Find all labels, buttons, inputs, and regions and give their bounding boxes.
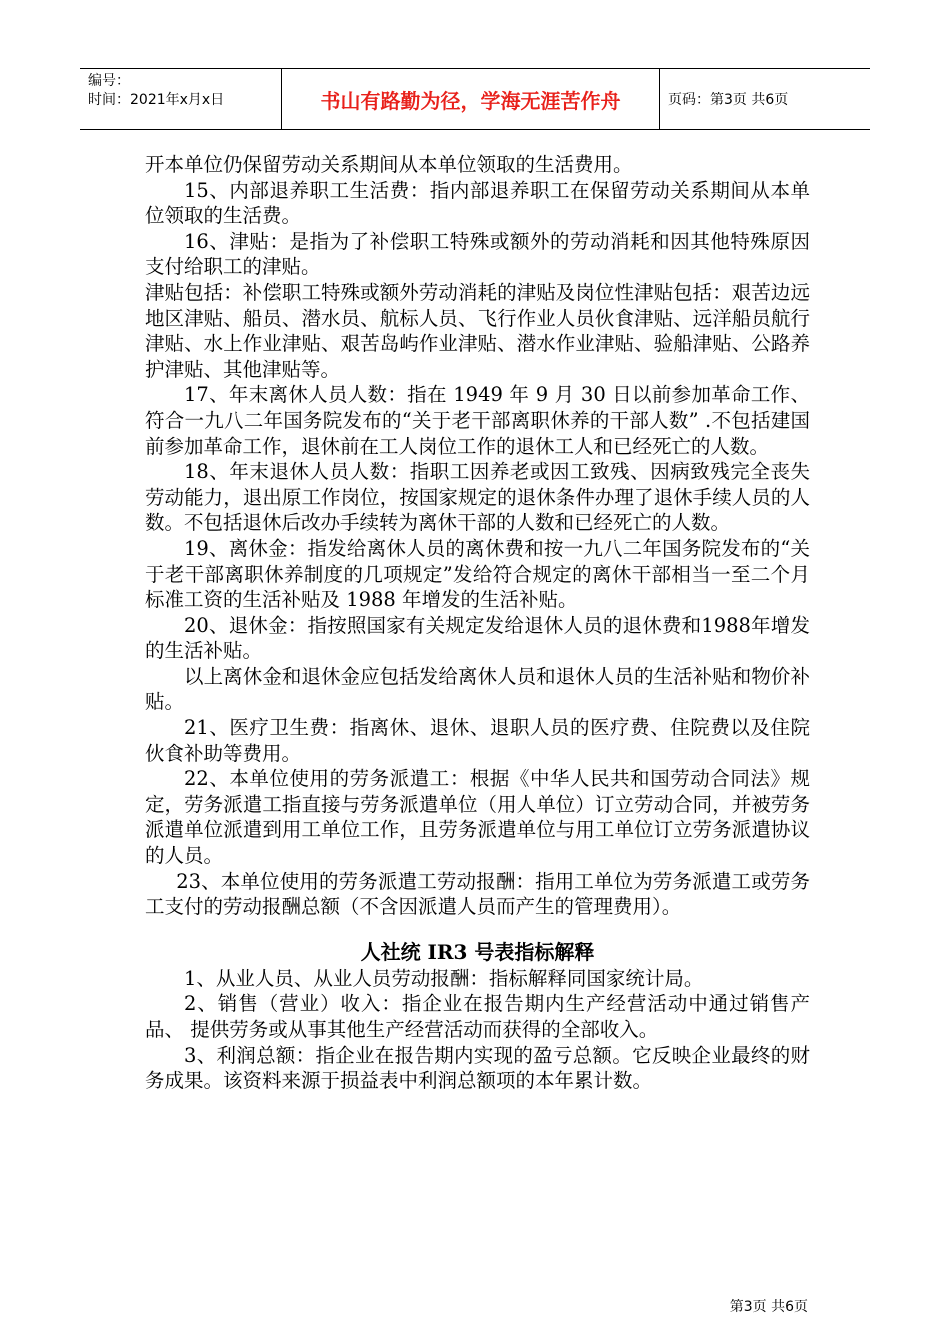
paragraph: 开本单位仍保留劳动关系期间从本单位领取的生活费用。: [145, 153, 633, 176]
header-page-label: 页码：第3页 共6页: [668, 92, 789, 108]
number-label: 编号：: [88, 73, 130, 89]
paragraph: 17、年末离休人员人数：指在 1949 年 9 月 30 日以前参加革命工作、符合一九八二年国务院发布的“关于老干部离职休养的干部人数” .不包括建国前参加革命工作，退休前在工人岗位工作的退休工人和已经死亡的人数。: [145, 383, 810, 458]
time-label: 时间：2021年x月x日: [88, 92, 225, 108]
header-motto: 书山有路勤为径，学海无涯苦作舟: [282, 69, 660, 129]
paragraph: 22、本单位使用的劳务派遣工：根据《中华人民共和国劳动合同法》规定，劳务派遣工指直接与劳务派遣单位（用人单位）订立劳动合同，并被劳务派遣单位派遣到用工单位工作，且劳务派遣单位与用工单位订立劳务派遣协议的人员。: [145, 767, 810, 868]
page-footer: 第3页 共6页: [729, 1299, 808, 1315]
document-body: [145, 152, 810, 1094]
paragraph: 1、从业人员、从业人员劳动报酬：指标解释同国家统计局。: [184, 966, 704, 990]
section-title: 人社统 IR3 号表指标解释: [360, 939, 595, 964]
paragraph: 3、利润总额：指企业在报告期内实现的盈亏总额。它反映企业最终的财务成果。该资料来源于损益表中利润总额项的本年累计数。: [145, 1043, 810, 1093]
paragraph: 津贴包括：补偿职工特殊或额外劳动消耗的津贴及岗位性津贴包括：艰苦边远地区津贴、船员、潜水员、航标人员、飞行作业人员伙食津贴、远洋船员航行津贴、水上作业津贴、艰苦岛屿作业津贴、潜水作业津贴、验船津贴、公路养护津贴、其他津贴等。: [145, 280, 810, 381]
page-header: [80, 68, 870, 130]
paragraph: 20、退休金：指按照国家有关规定发给退休人员的退休费和1988年增发的生活补贴。: [145, 613, 810, 663]
paragraph: 21、医疗卫生费：指离休、退休、退职人员的医疗费、住院费以及住院伙食补助等费用。: [145, 716, 810, 765]
paragraph: 23、本单位使用的劳务派遣工劳动报酬：指用工单位为劳务派遣工或劳务工支付的劳动报酬总额（不含因派遣人员而产生的管理费用）。: [145, 869, 810, 919]
paragraph: 以上离休金和退休金应包括发给离休人员和退休人员的生活补贴和物价补贴。: [145, 664, 810, 714]
paragraph: 2、销售（营业）收入：指企业在报告期内生产经营活动中通过销售产品、 提供劳务或从事其他生产经营活动而获得的全部收入。: [145, 992, 810, 1041]
header-meta: [80, 69, 282, 129]
paragraph: 19、离休金：指发给离休人员的离休费和按一九八二年国务院发布的“关于老干部离职休养制度的几项规定”发给符合规定的离休干部相当一至二个月标准工资的生活补贴及 1988 年增发的生活补贴。: [145, 536, 810, 612]
paragraph: 16、津贴：是指为了补偿职工特殊或额外的劳动消耗和因其他特殊原因支付给职工的津贴。: [145, 229, 810, 279]
paragraph: 15、内部退养职工生活费：指内部退养职工在保留劳动关系期间从本单位领取的生活费。: [145, 178, 810, 228]
paragraph: 18、年末退休人员人数：指职工因养老或因工致残、因病致残完全丧失劳动能力，退出原工作岗位，按国家规定的退休条件办理了退休手续人员的人数。不包括退休后改办手续转为离休干部的人数和已经死亡的人数。: [145, 460, 810, 535]
